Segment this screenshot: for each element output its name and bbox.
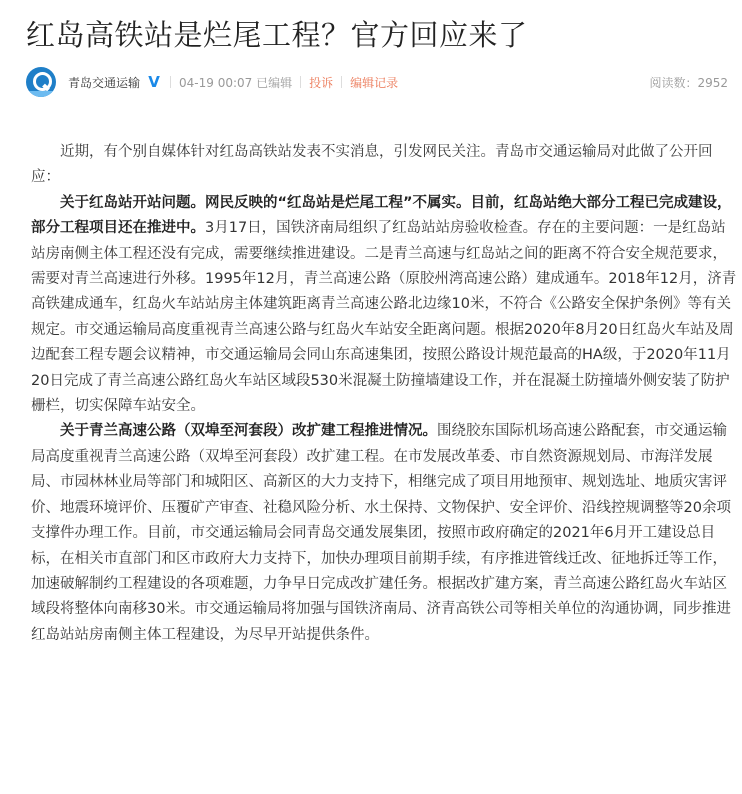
paragraph-text: 围绕胶东国际机场高速公路配套，市交通运输局高度重视青兰高速公路（双埠至河套段）改扩建工程。在市发展改革委、市自然资源规划局、市海洋发展局、市园林林业局等部门和城阳区、高新区的大力支持下，相继完成了项目用地预审、规划选址、地质灾害评价、地震环境评价、压覆矿产审查、社稳风险分析、水土保持、文物保护、安全评价、沿线控规调整等20余项支撑件办理工作。目前，市交通运输局会同青岛交通发展集团，按照市政府确定的2021年6月开工建设总目标，在相关市直部门和区市政府大力支持下，加快办理项目前期手续，有序推进管线迁改、征地拆迁等工作，加速破解制约工程建设的各项难题，力争早日完成改扩建任务。根据改扩建方案，青兰高速公路红岛火车站区域段将整体向南移30米。市交通运输局将加强与国铁济南局、济青高铁公司等相关单位的沟通协调，同步推进红岛站站房南侧主体工程建设，为尽早开站提供条件。 [31, 423, 731, 643]
author-name[interactable]: 青岛交通运输 [68, 75, 141, 90]
meta-divider [170, 76, 171, 88]
meta-divider [300, 76, 301, 88]
logo-band-icon [26, 91, 56, 97]
publish-time: 04-19 00:07 已编辑 [179, 75, 293, 90]
paragraph-text: 3月17日，国铁济南局组织了红岛站站房验收检查。存在的主要问题：一是红岛站站房南侧主体工程还没有完成，需要继续推进建设。二是青兰高速与红岛站之间的距离不符合安全规范要求，需要对青兰高速进行外移。1995年12月，青兰高速公路（原胶州湾高速公路）建成通车。2018年12月，济青高铁建成通车，红岛火车站站房主体建筑距离青兰高速公路北边缘10米，不符合《公路安全保护条例》等有关规定。市交通运输局高度重视青兰高速公路与红岛火车站安全距离问题。根据2020年8月20日红岛火车站及周边配套工程专题会议精神，市交通运输局会同山东高速集团，按照公路设计规范最高的HA级，于2020年11月20日完成了青兰高速公路红岛火车站区域段530米混凝土防撞墙建设工作，并在混凝土防撞墙外侧安装了防护栅栏，切实保障车站安全。 [31, 220, 737, 415]
verified-icon: V [148, 73, 160, 91]
article-title: 红岛高铁站是烂尾工程？官方回应来了 [26, 18, 528, 52]
read-count: 阅读数：2952 [649, 75, 728, 90]
paragraph-intro: 近期，有个别自媒体针对红岛高铁站发表不实消息，引发网民关注。青岛市交通运输局对此做了公开回应： [31, 144, 713, 186]
article-body [31, 140, 737, 648]
report-link[interactable]: 投诉 [309, 75, 334, 90]
paragraph-highway-expansion [31, 419, 737, 648]
article-meta [26, 66, 728, 98]
paragraph-lead-bold: 关于红岛站开站问题。网民反映的“红岛站是烂尾工程”不属实。目前，红岛站绝大部分工程已完成建设，部分工程项目还在推进中。 [31, 194, 732, 237]
edit-history-link[interactable]: 编辑记录 [350, 75, 399, 90]
meta-divider [341, 76, 342, 88]
avatar[interactable] [26, 67, 56, 97]
paragraph-station-opening [31, 191, 737, 420]
paragraph-lead-bold: 关于青兰高速公路（双埠至河套段）改扩建工程推进情况。 [60, 423, 437, 440]
